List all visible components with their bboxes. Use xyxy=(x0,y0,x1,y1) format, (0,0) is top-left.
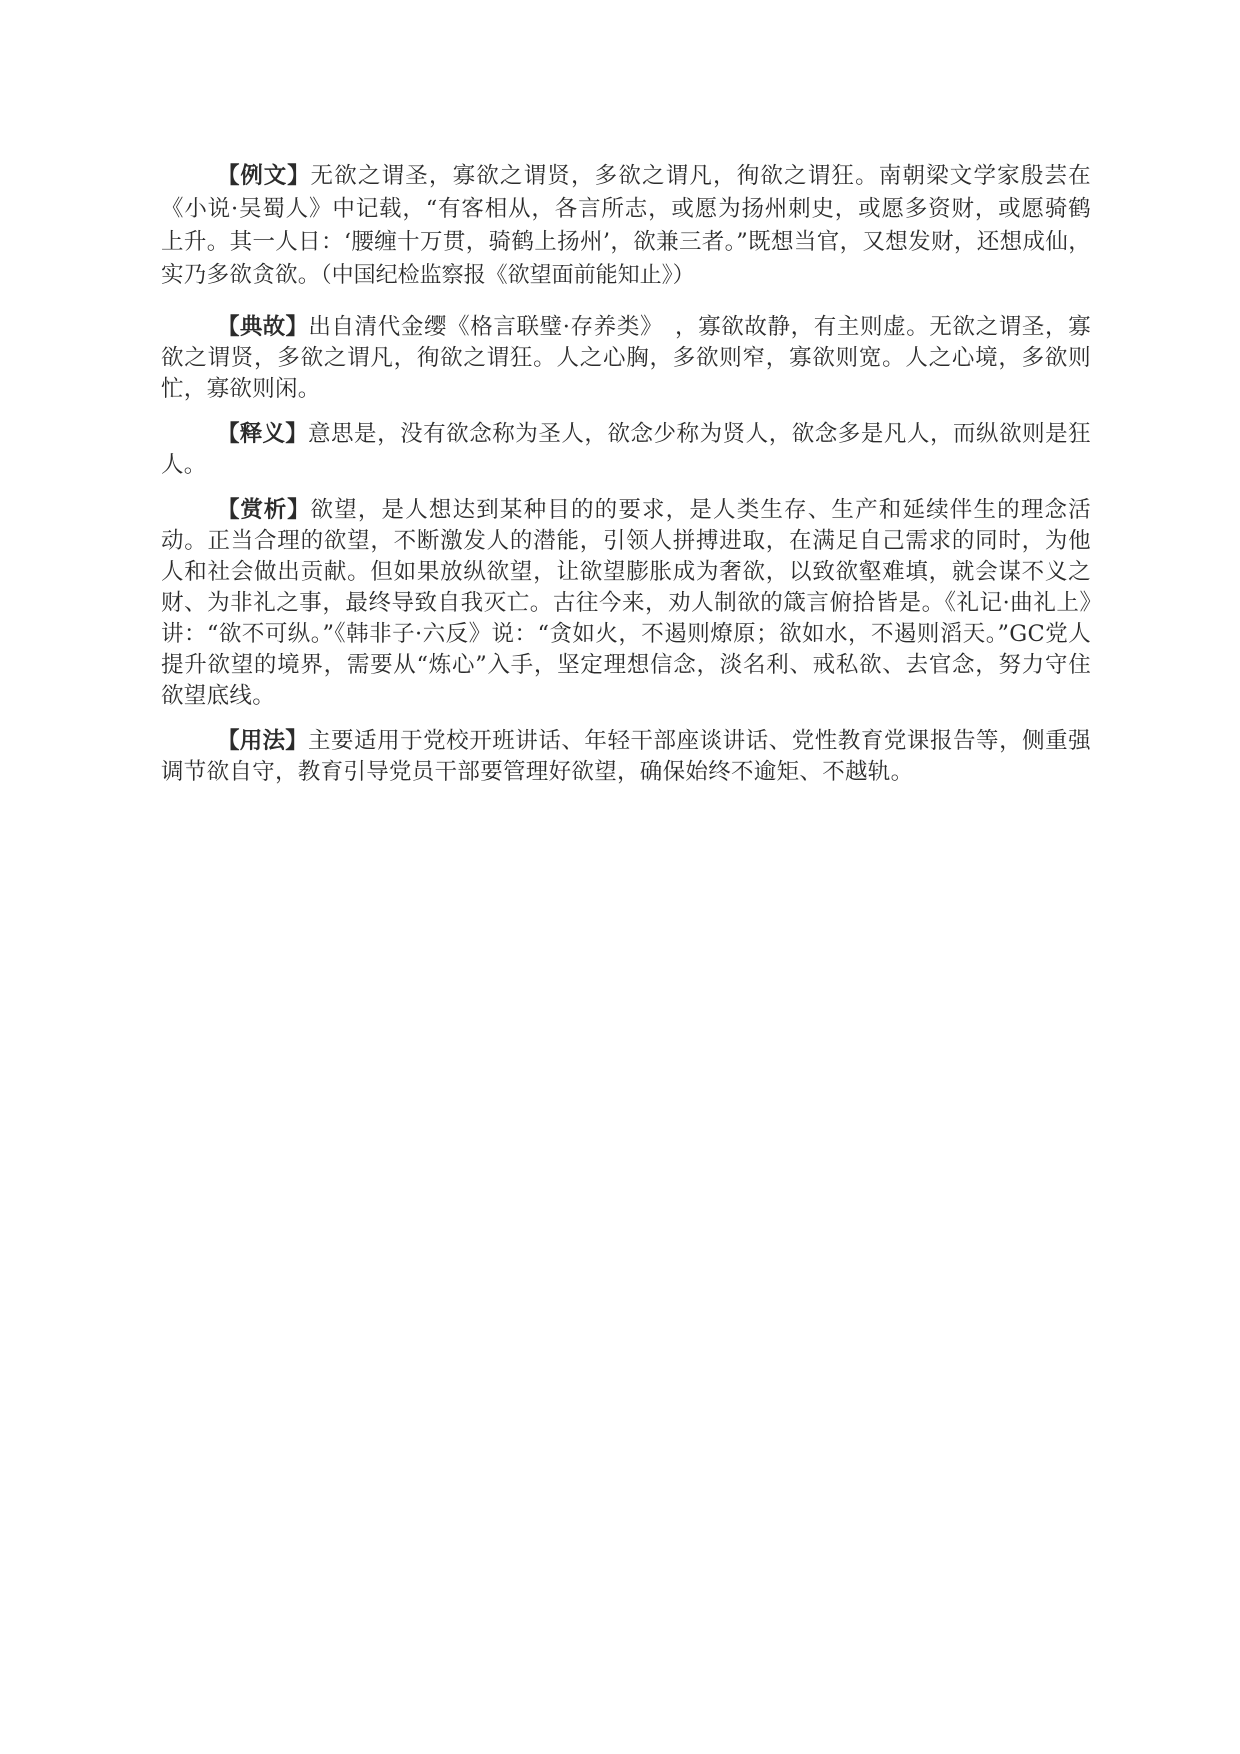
paragraph-tag: 【释义】 xyxy=(217,421,308,447)
paragraph-text: 主要适用于党校开班讲话、年轻干部座谈讲话、党性教育党课报告等，侧重强调节欲自守，教育引导党员干部要管理好欲望，确保始终不逾矩、不越轨。 xyxy=(161,728,1091,785)
paragraph-tag: 【典故】 xyxy=(217,314,309,340)
spacer xyxy=(161,292,1091,312)
document-body xyxy=(161,160,1091,788)
paragraph-example xyxy=(161,160,1091,292)
paragraph-meaning xyxy=(161,419,1091,481)
paragraph-usage xyxy=(161,726,1091,788)
paragraph-text: 意思是，没有欲念称为圣人，欲念少称为贤人，欲念多是凡人，而纵欲则是狂人。 xyxy=(161,421,1091,478)
paragraph-tag: 【赏析】 xyxy=(217,497,311,523)
paragraph-text: 无欲之谓圣，寡欲之谓贤，多欲之谓凡，徇欲之谓狂。南朝梁文学家殷芸在《小说·吴蜀人》中记载，“有客相从，各言所志，或愿为扬州刺史，或愿多资财，或愿骑鹤上升。其一人日：‘腰缠十万贯，骑鹤上扬州’，欲兼三者。”既想当官，又想发财，还想成仙，实乃多欲贪欲。 xyxy=(161,163,1091,288)
source-citation: （中国纪检监察报《欲望面前能知止》） xyxy=(320,263,695,288)
paragraph-text: 欲望，是人想达到某种目的的要求，是人类生存、生产和延续伴生的理念活动。正当合理的欲望，不断激发人的潜能，引领人拼搏进取，在满足自己需求的同时，为他人和社会做出贡献。但如果放纵欲望，让欲望膨胀成为奢欲，以致欲壑难填，就会谋不义之财、为非礼之事，最终导致自我灭亡。古往今来，劝人制欲的箴言俯拾皆是。《礼记·曲礼上》讲：“欲不可纵。”《韩非子·六反》说：“贪如火，不遏则燎原；欲如水，不遏则滔天。”GC党人提升欲望的境界，需要从“炼心”入手，坚定理想信念，淡名利、戒私欲、去官念，努力守住欲望底线。 xyxy=(161,497,1091,709)
paragraph-tag: 【用法】 xyxy=(217,728,308,754)
paragraph-appreciation xyxy=(161,495,1091,712)
paragraph-text: 出自清代金缨《格言联璧·存养类》 ，寡欲故静，有主则虚。无欲之谓圣，寡欲之谓贤，多欲之谓凡，徇欲之谓狂。人之心胸，多欲则窄，寡欲则宽。人之心境，多欲则忙，寡欲则闲。 xyxy=(161,314,1091,402)
paragraph-tag: 【例文】 xyxy=(217,163,311,189)
paragraph-allusion xyxy=(161,312,1091,405)
